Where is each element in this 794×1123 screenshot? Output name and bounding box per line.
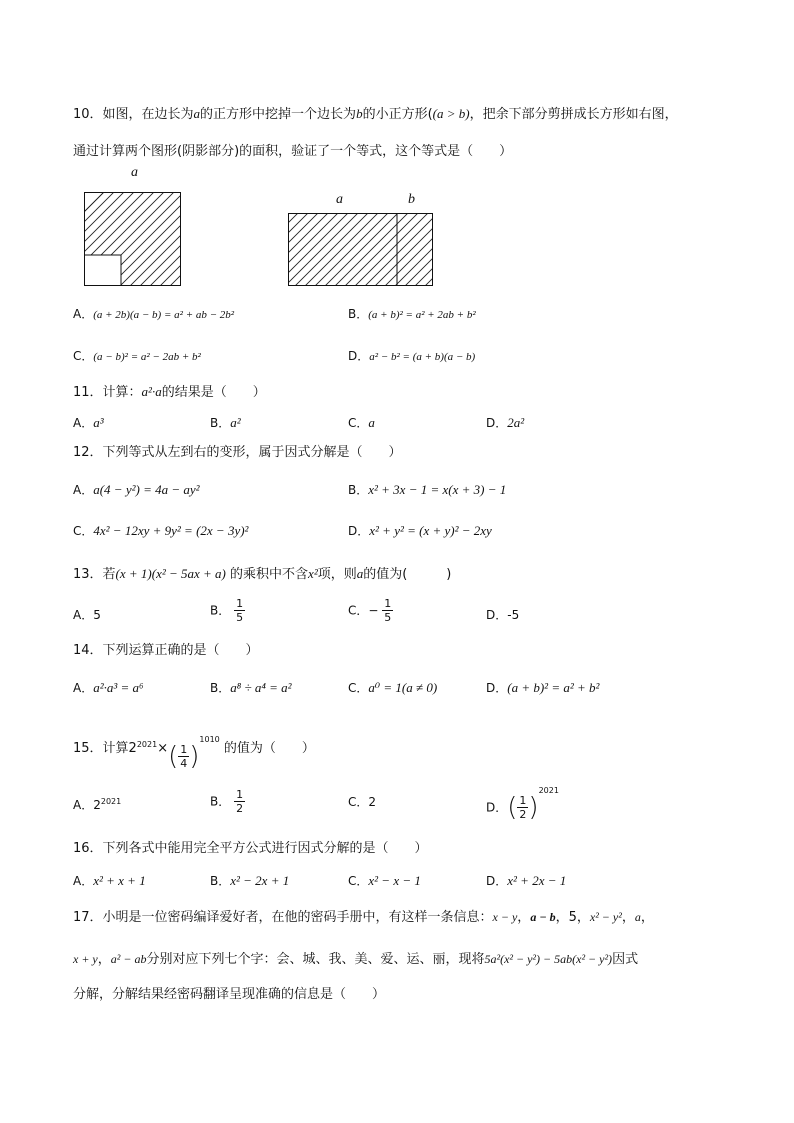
- q13-stem: 13．若(x + 1)(x² − 5ax + a) 的乘积中不含x²项，则a的值为( ): [73, 566, 452, 582]
- q10-option-b[interactable]: B．(a + b)² = a² + 2ab + b²: [348, 307, 476, 321]
- q10-option-c[interactable]: C．(a − b)² = a² − 2ab + b²: [73, 349, 201, 363]
- fig-left-label-a: a: [131, 165, 138, 180]
- q11-option-a[interactable]: A．a³: [73, 415, 104, 430]
- q16-option-c[interactable]: C．x² − x − 1: [348, 873, 421, 888]
- q17-line3: 分解，分解结果经密码翻译呈现准确的信息是（ ）: [73, 987, 386, 1002]
- fraction-denominator: 5: [384, 611, 392, 624]
- q15-option-a[interactable]: A．$2^{2021}$: [73, 797, 122, 812]
- q11-option-d[interactable]: D．2a²: [486, 415, 525, 430]
- fig-right-label-a: a: [336, 192, 343, 207]
- q14-option-b[interactable]: B．a⁸ ÷ a⁴ = a²: [210, 680, 292, 695]
- q11-option-b[interactable]: B．a²: [210, 415, 241, 430]
- q14-option-c[interactable]: C．a⁰ = 1(a ≠ 0): [348, 680, 438, 695]
- rectangle-figure: [288, 213, 434, 287]
- q13-option-a[interactable]: A．5: [73, 608, 101, 622]
- q15-stem: 15．计算$2^{2021}\times$( $\frac{1}{4}$ )$^{1010}$ 的值为（ ）: [73, 728, 315, 770]
- q14-option-a[interactable]: A．a²·a³ = a⁶: [73, 680, 144, 695]
- q10-option-d[interactable]: D．a² − b² = (a + b)(a − b): [348, 349, 476, 363]
- q12-option-c[interactable]: C．4x² − 12xy + 9y² = (2x − 3y)²: [73, 523, 249, 538]
- fig-right-label-b: b: [408, 192, 415, 207]
- fraction-denominator: 4: [180, 757, 188, 770]
- fraction-denominator: 2: [236, 802, 244, 815]
- q12-option-a[interactable]: A．a(4 − y²) = 4a − ay²: [73, 482, 200, 497]
- q13-option-d[interactable]: D．-5: [486, 608, 520, 622]
- fraction-numerator: 1: [180, 743, 188, 756]
- q13-option-b[interactable]: B． $\frac{1}{5}$: [210, 597, 244, 624]
- q16-option-a[interactable]: A．x² + x + 1: [73, 873, 146, 888]
- q17-line2: x + y，a² − ab分别对应下列七个字：会、城、我、美、爱、运、丽，现将5a²(x² − y²) − 5ab(x² − y²)因式: [73, 952, 639, 967]
- q17-line1: 17．小明是一位密码编译爱好者，在他的密码手册中，有这样一条信息：x − y，a − b，5，x² − y²，a，: [73, 910, 654, 925]
- q15-option-c[interactable]: C．2: [348, 795, 377, 809]
- q13-option-c[interactable]: C．− $\frac{1}{5}$: [348, 597, 392, 624]
- q11-stem: 11．计算：a²·a的结果是（ ）: [73, 384, 266, 400]
- q15-fraction: ( $\frac{1}{4}$ )$^{1010}$: [168, 735, 220, 772]
- q10-option-a[interactable]: A．(a + 2b)(a − b) = a² + ab − 2b²: [73, 307, 235, 321]
- q14-stem: 14．下列运算正确的是（ ）: [73, 643, 259, 658]
- fraction-numerator: 1: [519, 794, 527, 807]
- q16-option-d[interactable]: D．x² + 2x − 1: [486, 873, 567, 888]
- fraction-numerator: 1: [384, 597, 392, 610]
- fraction-numerator: 1: [236, 597, 244, 610]
- q15-option-d[interactable]: D．( $\frac{1}{2}$ )$^{2021}$: [486, 786, 559, 823]
- q12-stem: 12．下列等式从左到右的变形，属于因式分解是（ ）: [73, 445, 402, 460]
- q11-option-c[interactable]: C．a: [348, 415, 375, 430]
- q16-stem: 16．下列各式中能用完全平方公式进行因式分解的是（ ）: [73, 841, 428, 856]
- q10-line1: 10．如图，在边长为a的正方形中挖掉一个边长为b的小正方形((a > b)，把余下部分剪拼成长方形如右图，: [73, 106, 678, 122]
- square-with-hole-figure: [84, 192, 182, 287]
- q12-option-d[interactable]: D．x² + y² = (x + y)² − 2xy: [348, 523, 492, 538]
- fraction-numerator: 1: [236, 788, 244, 801]
- fraction-denominator: 5: [236, 611, 244, 624]
- q16-option-b[interactable]: B．x² − 2x + 1: [210, 873, 290, 888]
- fraction-denominator: 2: [519, 808, 527, 821]
- q12-option-b[interactable]: B．x² + 3x − 1 = x(x + 3) − 1: [348, 482, 507, 497]
- q14-option-d[interactable]: D．(a + b)² = a² + b²: [486, 680, 600, 695]
- q15-option-b[interactable]: B． $\frac{1}{2}$: [210, 788, 244, 815]
- q10-line2: 通过计算两个图形(阴影部分)的面积，验证了一个等式，这个等式是（ ）: [73, 144, 513, 159]
